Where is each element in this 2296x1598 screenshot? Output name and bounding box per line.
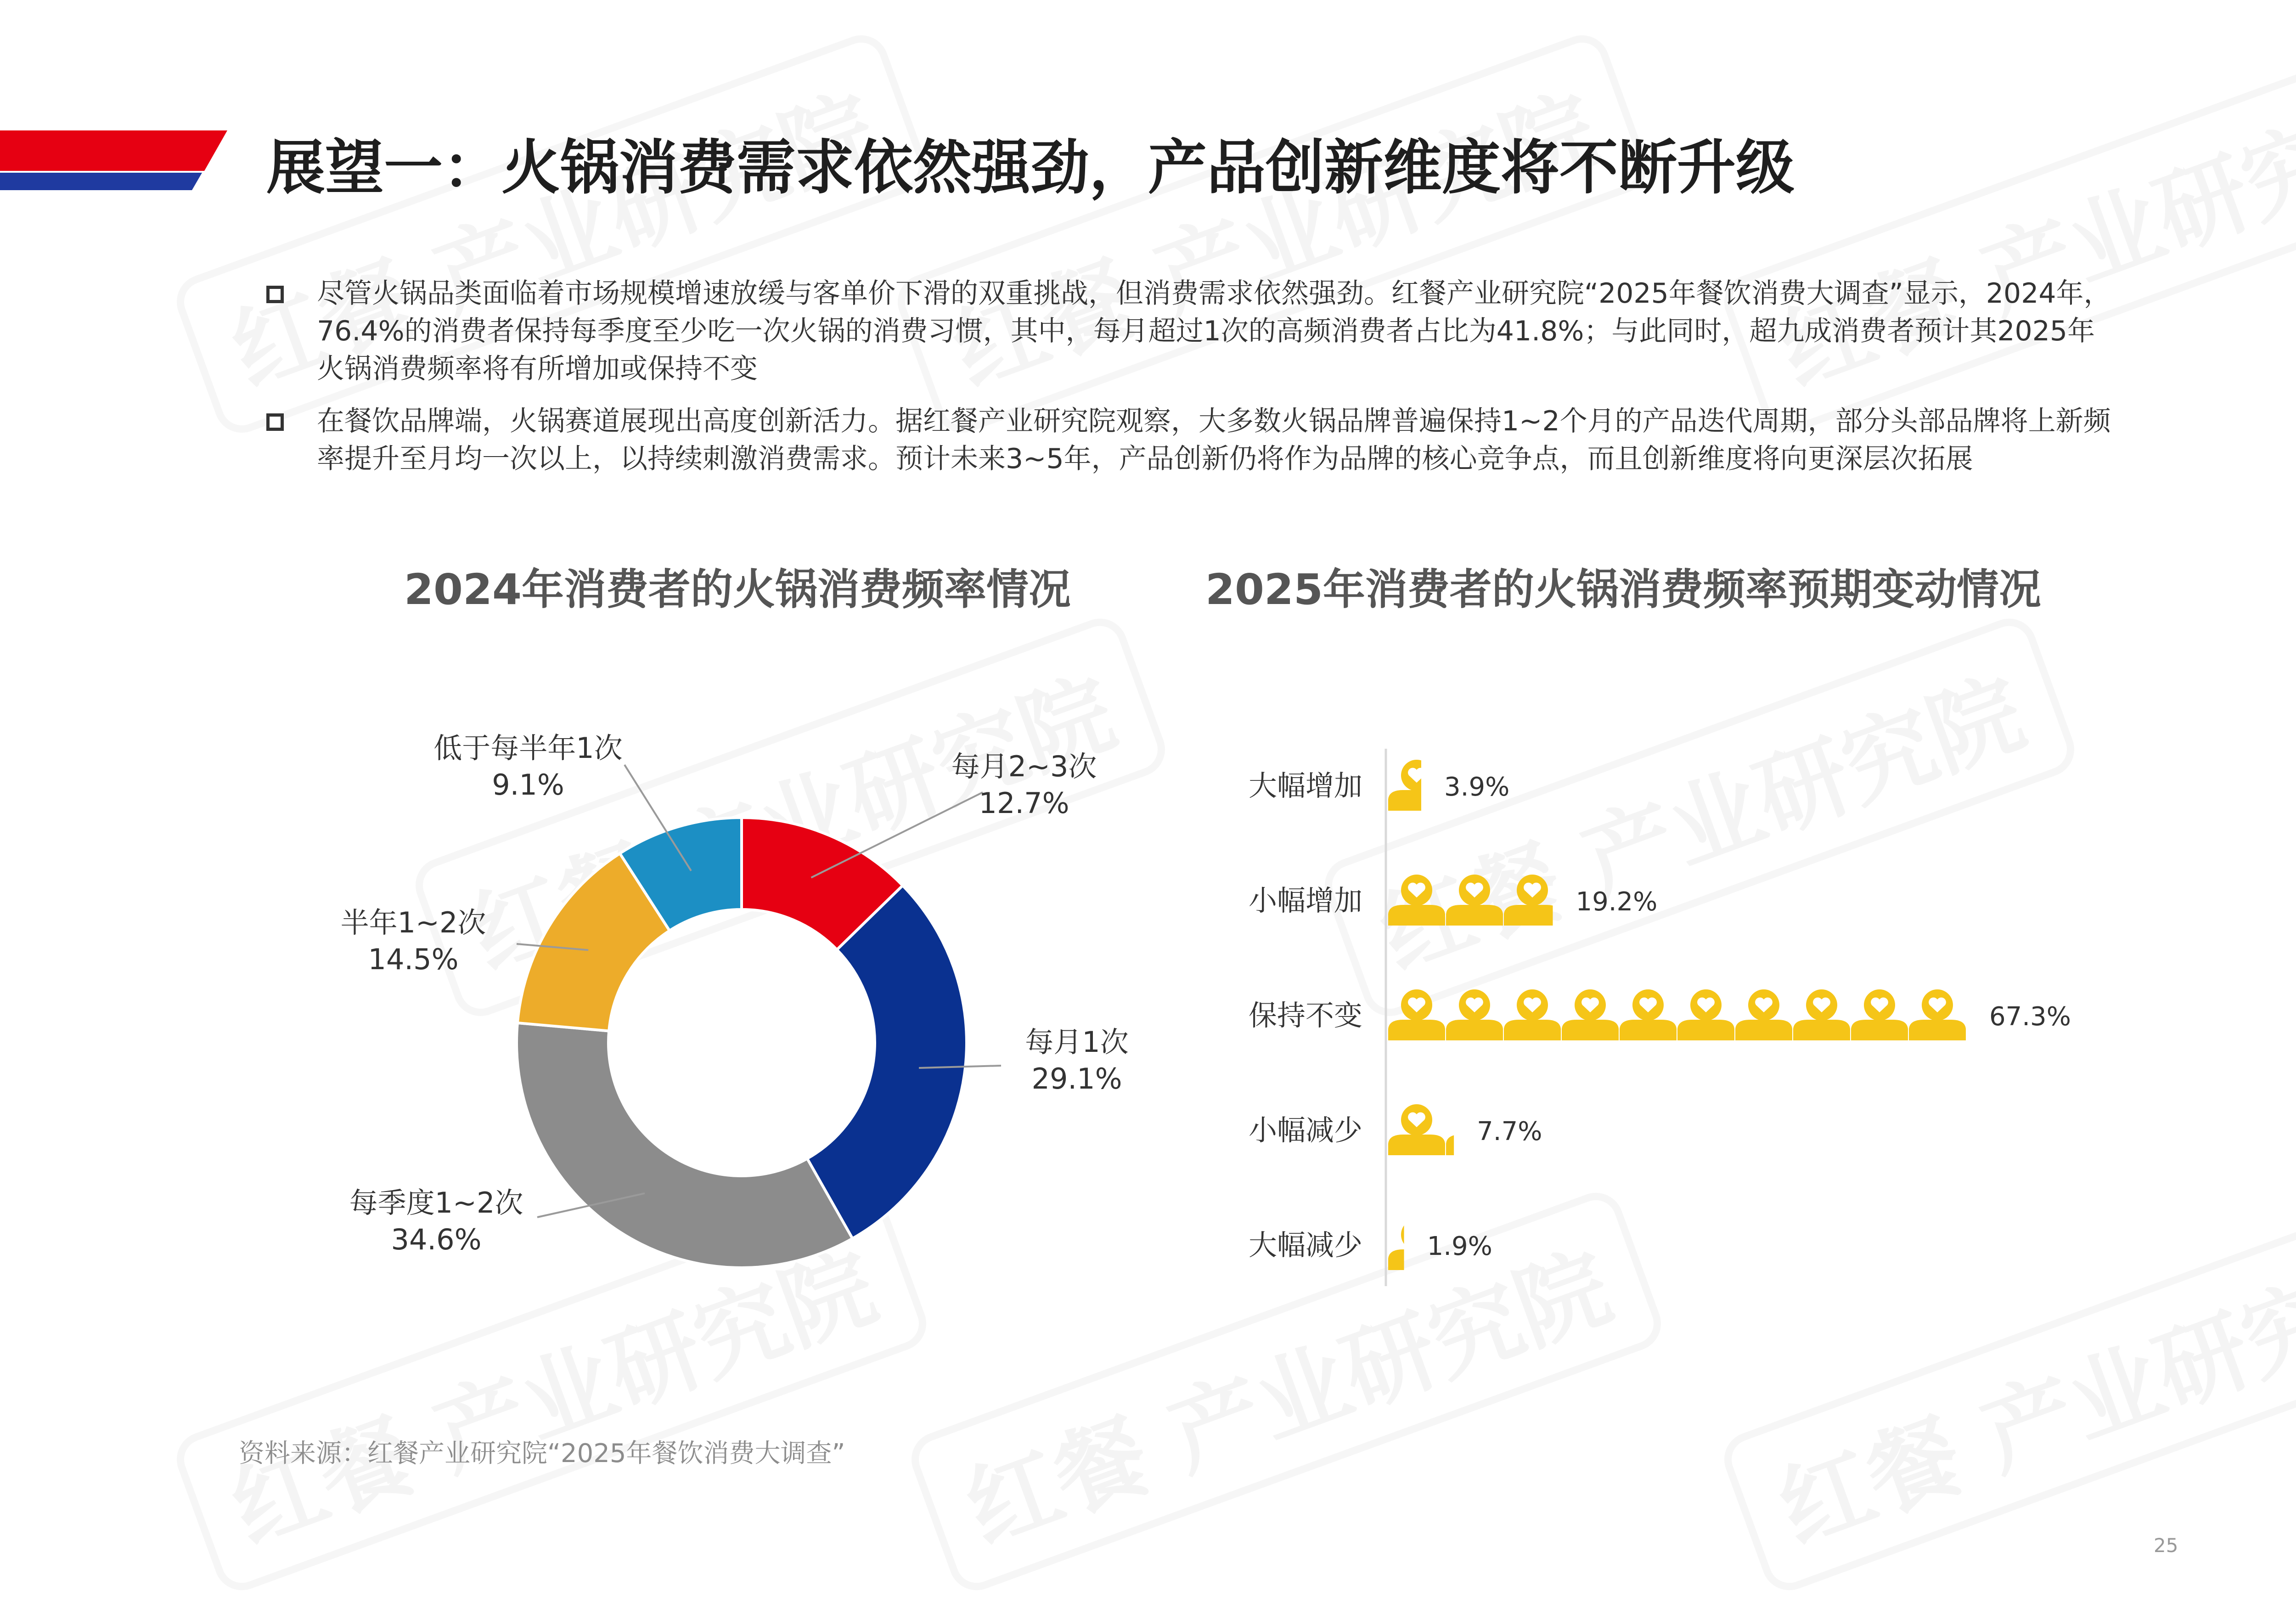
bar-value-label: 67.3%: [1989, 1002, 2071, 1032]
person-heart-icon: [1677, 989, 1734, 1040]
bar-value-label: 7.7%: [1477, 1117, 1542, 1146]
source-note: 资料来源：红餐产业研究院“2025年餐饮消费大调查”: [239, 1439, 845, 1468]
pictograph-bar: [1388, 875, 1561, 926]
donut-slice: [517, 1023, 852, 1268]
category-label: 保持不变: [1248, 999, 1362, 1032]
slice-label: 每月2~3次: [951, 750, 1097, 783]
page-title: 展望一：火锅消费需求依然强劲，产品创新维度将不断升级: [266, 134, 1795, 202]
slice-label: 低于每半年1次: [433, 731, 623, 765]
paragraph-2: 在餐饮品牌端，火锅赛道展现出高度创新活力。据红餐产业研究院观察，大多数火锅品牌普遍保持1~2个月的产品迭代周期，部分头部品牌将上新频率提升至月均一次以上，以持续刺激消费需求。预计未来3~5年，产品创新仍将作为品牌的核心竞争点，而且创新维度将向更深层次拓展: [317, 405, 2111, 475]
pictograph-chart-title: 2025年消费者的火锅消费频率预期变动情况: [1205, 565, 2042, 614]
person-heart-icon: [1388, 1104, 1445, 1155]
slice-label: 每季度1~2次: [349, 1186, 523, 1220]
person-heart-icon: [1388, 875, 1445, 926]
bar-value-label: 3.9%: [1444, 772, 1510, 802]
bar-value-label: 19.2%: [1576, 887, 1658, 917]
person-heart-icon: [1504, 875, 1561, 926]
person-heart-icon: [1388, 989, 1445, 1040]
category-label: 小幅减少: [1248, 1113, 1362, 1147]
category-label: 小幅增加: [1248, 884, 1362, 917]
person-heart-icon: [1909, 989, 1966, 1040]
category-label: 大幅减少: [1248, 1228, 1362, 1262]
person-heart-icon: [1735, 989, 1792, 1040]
slice-value-label: 9.1%: [492, 768, 564, 802]
person-heart-icon: [1851, 989, 1908, 1040]
pictograph-bar: [1388, 989, 1966, 1040]
slice-value-label: 34.6%: [391, 1223, 482, 1256]
person-heart-icon: [1446, 989, 1503, 1040]
person-heart-icon: [1446, 875, 1503, 926]
person-heart-icon: [1562, 989, 1619, 1040]
slice-value-label: 14.5%: [368, 943, 459, 976]
person-heart-icon: [1388, 760, 1445, 811]
bar-value-label: 1.9%: [1427, 1231, 1492, 1261]
slice-label: 半年1~2次: [340, 906, 486, 939]
slice-value-label: 29.1%: [1031, 1062, 1122, 1095]
page-number: 25: [2154, 1534, 2178, 1557]
slice-label: 每月1次: [1025, 1025, 1129, 1059]
pictograph-bar: [1388, 760, 1445, 811]
donut-chart-title: 2024年消费者的火锅消费频率情况: [404, 565, 1071, 614]
slice-value-label: 12.7%: [979, 786, 1069, 820]
category-label: 大幅增加: [1248, 769, 1362, 802]
person-heart-icon: [1504, 989, 1561, 1040]
paragraph-1: 尽管火锅品类面临着市场规模增速放缓与客单价下滑的双重挑战，但消费需求依然强劲。红餐产业研究院“2025年餐饮消费大调查”显示，2024年，76.4%的消费者保持每季度至少吃一次火锅的消费习惯，其中，每月超过1次的高频消费者占比为41.8%；与此同时，超九成消费者预计其2025年火锅消费频率将有所增加或保持不变: [317, 277, 2111, 385]
leader-line: [811, 792, 983, 878]
person-heart-icon: [1793, 989, 1850, 1040]
person-heart-icon: [1620, 989, 1677, 1040]
